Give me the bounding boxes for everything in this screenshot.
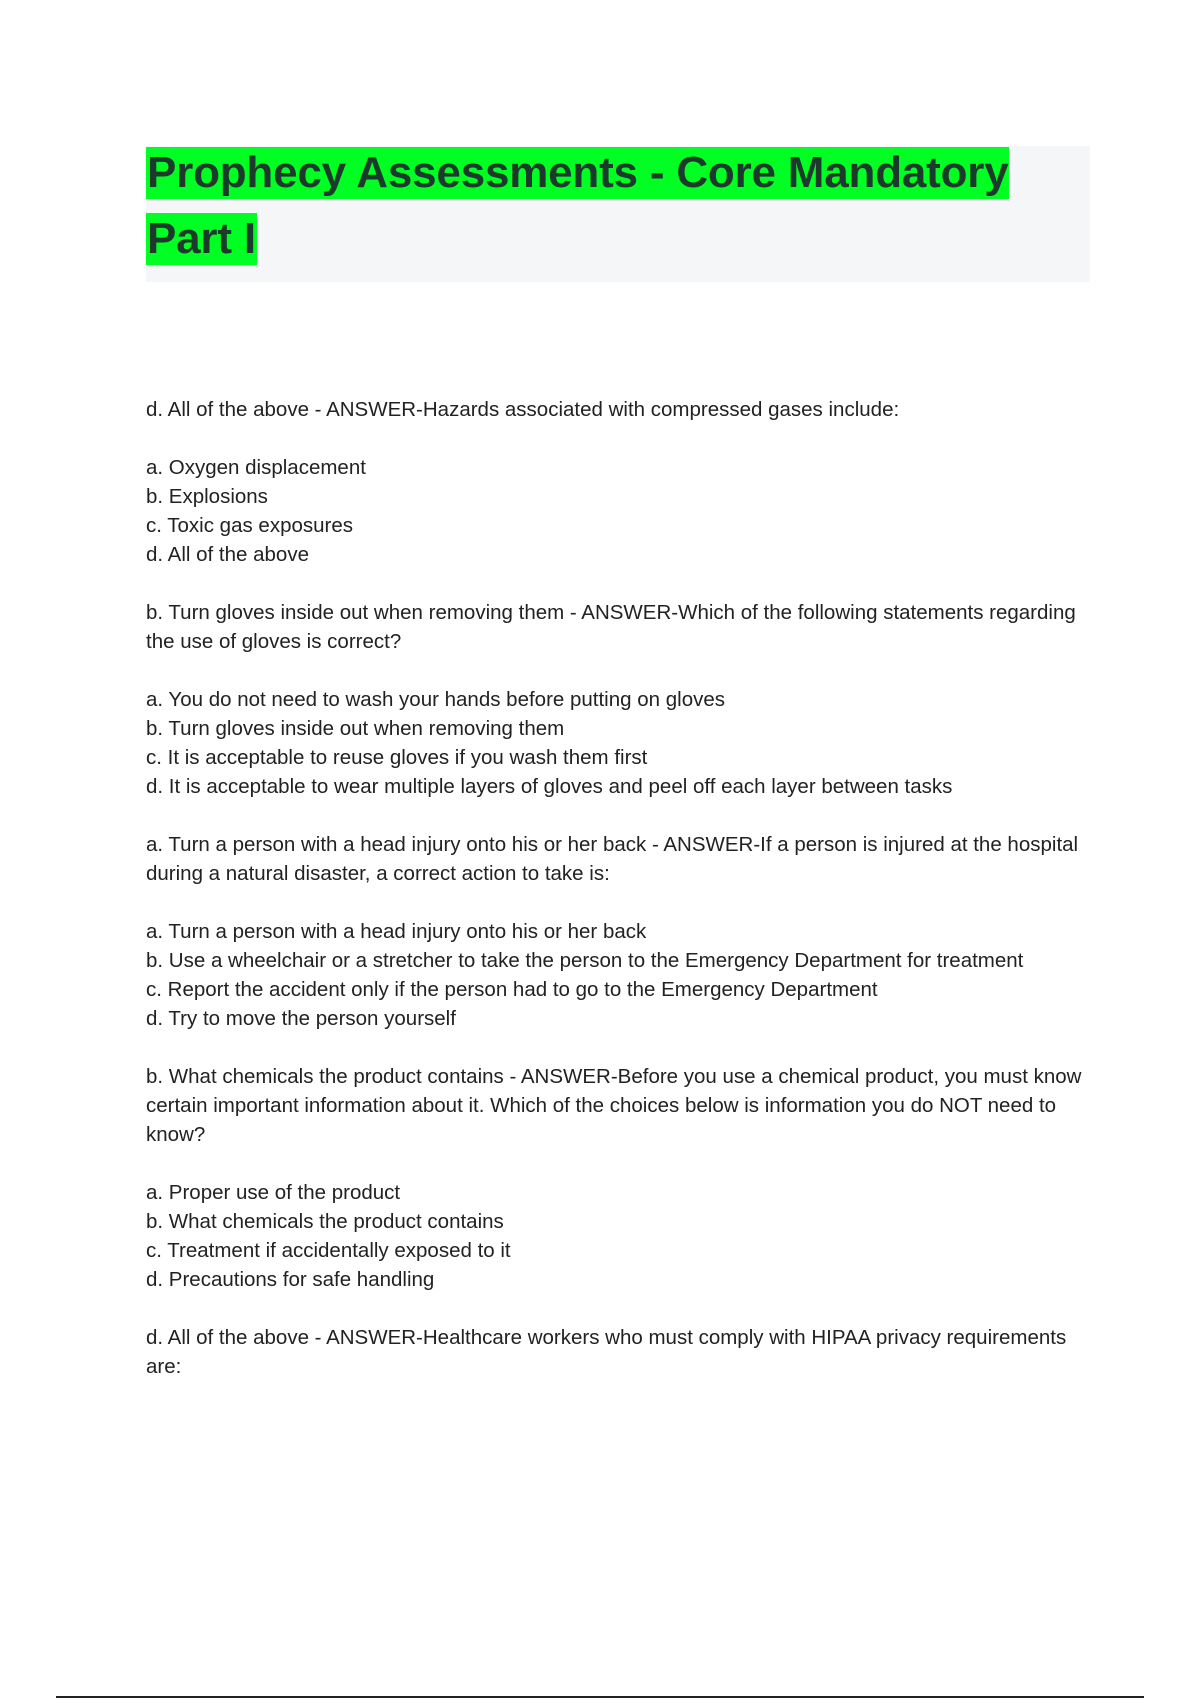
qa-option: c. It is acceptable to reuse gloves if you wash them first [146,746,648,769]
qa-option: b. Explosions [146,485,268,508]
qa-item [146,1323,1091,1381]
qa-option: d. It is acceptable to wear multiple layers of gloves and peel off each layer between tasks [146,775,953,798]
qa-content [146,395,1091,1410]
qa-option: d. Try to move the person yourself [146,1007,456,1030]
qa-item [146,395,1091,569]
qa-option: d. All of the above [146,543,309,566]
page-title-line-2: Part I [147,214,256,263]
qa-option: a. Proper use of the product [146,1181,401,1204]
qa-option: a. Oxygen displacement [146,456,366,479]
qa-option: b. What chemicals the product contains [146,1210,504,1233]
qa-option: c. Report the accident only if the person had to go to the Emergency Department [146,978,878,1001]
qa-option: b. Turn gloves inside out when removing them [146,717,565,740]
qa-item [146,598,1091,801]
qa-option: c. Treatment if accidentally exposed to it [146,1239,511,1262]
qa-option: a. Turn a person with a head injury onto his or her back [146,920,647,943]
qa-question: d. All of the above - ANSWER-Healthcare workers who must comply with HIPAA privacy requirements are: [146,1326,1067,1378]
qa-question: b. What chemicals the product contains - ANSWER-Before you use a chemical product, you must know certain important information about it. Which of the choices below is information you do NOT need to know? [146,1065,1082,1146]
qa-item [146,1062,1091,1294]
page-title-line-1: Prophecy Assessments - Core Mandatory [147,148,1009,197]
qa-option: d. Precautions for safe handling [146,1268,435,1291]
qa-option: c. Toxic gas exposures [146,514,354,537]
qa-question: a. Turn a person with a head injury onto his or her back - ANSWER-If a person is injured at the hospital during a natural disaster, a correct action to take is: [146,833,1079,885]
qa-item [146,830,1091,1033]
qa-option: b. Use a wheelchair or a stretcher to take the person to the Emergency Department for treatment [146,949,1024,972]
qa-question: b. Turn gloves inside out when removing them - ANSWER-Which of the following statements regarding the use of gloves is correct? [146,601,1076,653]
qa-option: a. You do not need to wash your hands before putting on gloves [146,688,725,711]
footer-divider [56,1696,1144,1698]
qa-question: d. All of the above - ANSWER-Hazards associated with compressed gases include: [146,398,900,421]
